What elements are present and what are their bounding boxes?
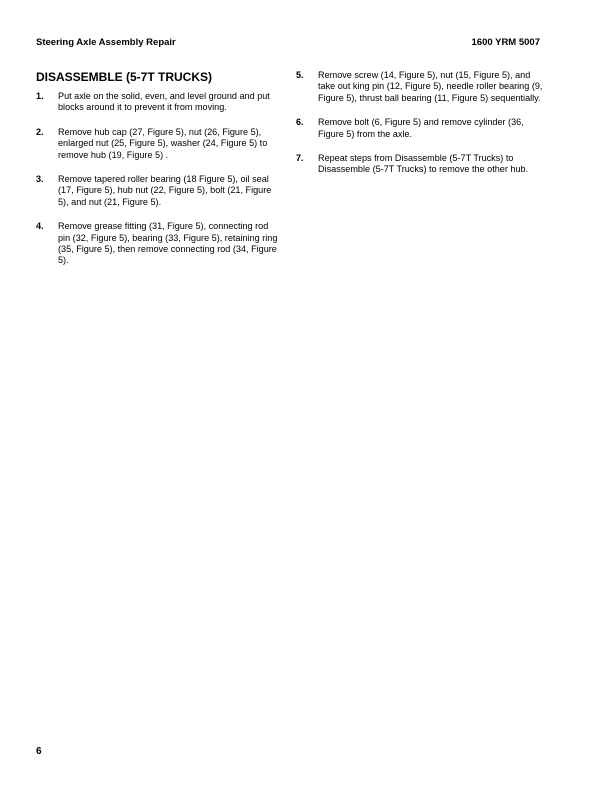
step-number: 1. [36,91,44,101]
document-id: 1600 YRM 5007 [471,37,540,48]
steps-list-left [36,91,281,267]
step-text: Remove grease fitting (31, Figure 5), connecting rod pin (32, Figure 5), bearing (33, Figure 5), retaining ring (35, Figure 5), then remove connecting rod (34, Figure 5). [58,221,278,266]
step-item [36,221,281,267]
step-item [296,70,546,104]
step-number: 4. [36,221,44,232]
step-number: 7. [296,153,304,164]
step-text: Put axle on the solid, even, and level ground and put blocks around it to prevent it from moving. [58,91,270,113]
left-column [36,70,281,280]
step-number: 2. [36,126,44,137]
step-text: Remove hub cap (27, Figure 5), nut (26, Figure 5), enlarged nut (25, Figure 5), washer (24, Figure 5) to remove hub (19, Figure 5) . [58,126,268,160]
page-number: 6 [36,746,42,757]
step-item [296,153,546,176]
right-column [296,70,546,189]
step-item [36,91,281,114]
step-item [296,117,546,140]
step-item [36,174,281,208]
step-text: Remove bolt (6, Figure 5) and remove cylinder (36, Figure 5) from the axle. [318,117,524,139]
step-number: 5. [296,70,304,80]
step-text: Repeat steps from Disassemble (5-7T Trucks) to Disassemble (5-7T Trucks) to remove the other hub. [318,153,529,175]
step-text: Remove screw (14, Figure 5), nut (15, Figure 5), and take out king pin (12, Figure 5), needle roller bearing (9, Figure 5), thrust ball bearing (11, Figure 5) sequentially. [318,70,543,103]
step-text: Remove tapered roller bearing (18 Figure 5), oil seal (17, Figure 5), hub nut (22, Figure 5), bolt (21, Figure 5), and nut (21, Figure 5). [58,174,272,207]
section-title: DISASSEMBLE (5-7T TRUCKS) [36,70,213,84]
running-header-title: Steering Axle Assembly Repair [36,37,176,48]
step-number: 6. [296,117,304,128]
step-number: 3. [36,174,44,185]
step-item [36,127,281,161]
steps-list-right [296,70,546,176]
